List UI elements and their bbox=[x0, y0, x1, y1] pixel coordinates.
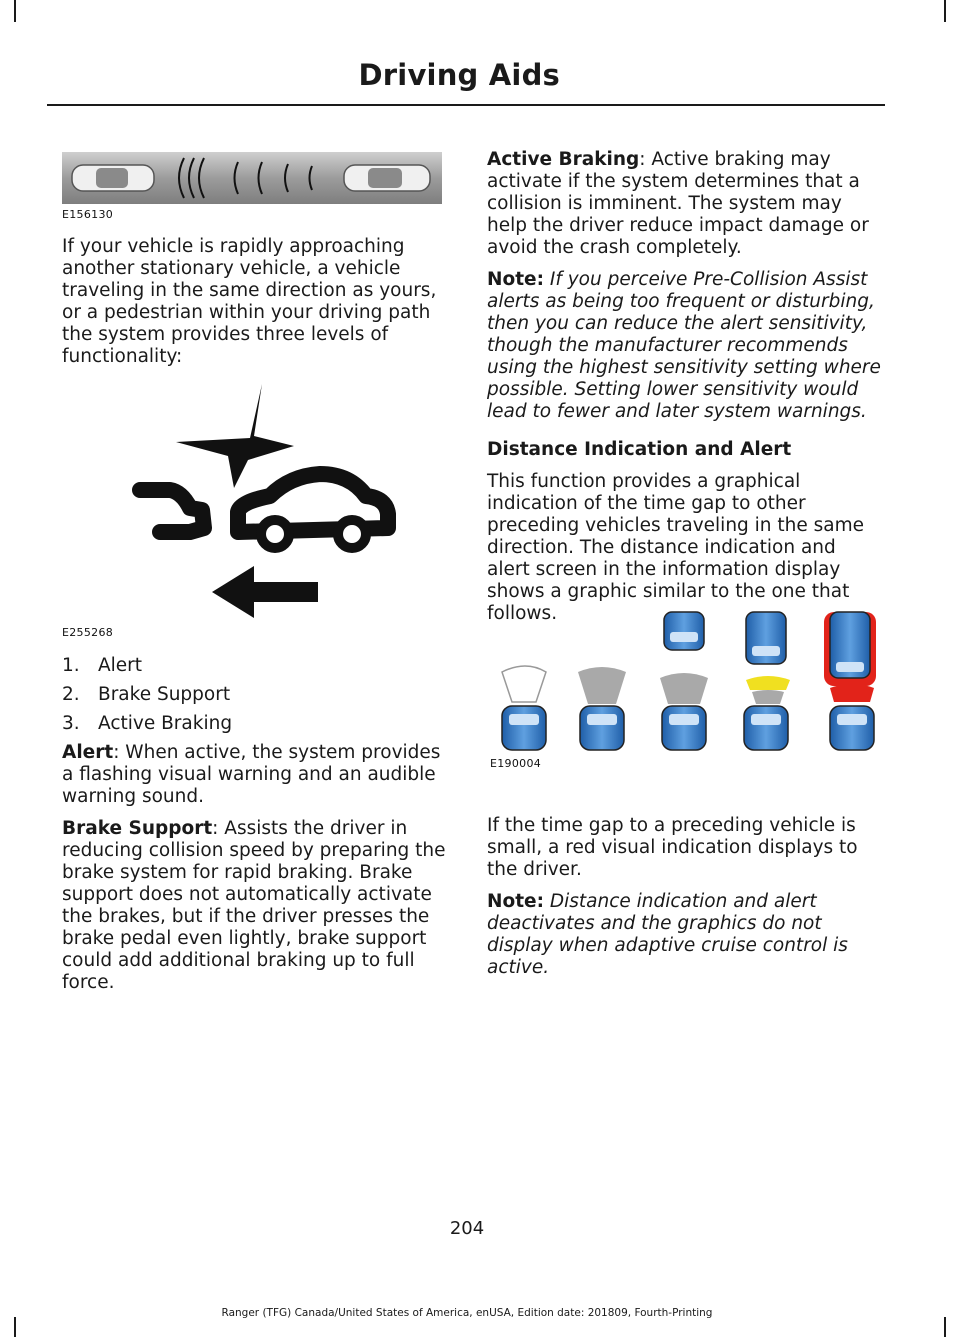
own-car-icon bbox=[744, 706, 788, 750]
right-body bbox=[487, 149, 882, 635]
preceding-car-icon bbox=[746, 612, 786, 664]
crop-mark bbox=[14, 1317, 16, 1337]
active-braking-paragraph: Active Braking: Active braking may activate if the system determines that a collision is imminent. The system may help the driver reduce impact damage or avoid the crash completely. bbox=[487, 149, 869, 258]
intro-paragraph: If your vehicle is rapidly approaching another stationary vehicle, a vehicle traveling in the same direction as yours, or a pedestrian within your driving path the system provides three levels of functionality: bbox=[62, 236, 437, 367]
distance-zone-grey bbox=[578, 667, 626, 704]
car-front-icon bbox=[140, 490, 204, 532]
distance-paragraph: This function provides a graphical indication of the time gap to other preceding vehicles traveling in the same direction. The distance indication and alert screen in the information display shows a graphic similar to the one that follows. bbox=[487, 471, 865, 624]
functionality-list bbox=[62, 655, 454, 735]
distance-indication-figure bbox=[490, 610, 880, 752]
own-car-icon bbox=[580, 706, 624, 750]
arrow-left-icon bbox=[212, 566, 318, 618]
distance-zone-red bbox=[830, 684, 874, 702]
left-intro bbox=[62, 236, 452, 378]
brake-support-paragraph: Brake Support: Assists the driver in reducing collision speed by preparing the brake system for rapid braking. Brake support does not automatically activate the brakes, but if the driver presses the brake pedal even lightly, brake support could add additional braking up to full force. bbox=[62, 818, 446, 993]
own-car-icon bbox=[502, 706, 546, 750]
crop-mark bbox=[944, 1317, 946, 1337]
crop-mark bbox=[14, 0, 16, 22]
time-gap-paragraph: If the time gap to a preceding vehicle is small, a red visual indication displays to the driver. bbox=[487, 815, 858, 880]
distance-zone-grey bbox=[752, 690, 784, 704]
left-body bbox=[62, 655, 454, 1004]
preceding-vehicle-icon bbox=[344, 165, 430, 191]
figure-id: E156130 bbox=[62, 208, 114, 221]
preceding-car-icon bbox=[664, 612, 704, 650]
collision-star-icon bbox=[176, 384, 294, 488]
pre-collision-assist-figure bbox=[130, 380, 400, 630]
footer-edition: Ranger (TFG) Canada/United States of America, enUSA, Edition date: 201809, Fourth-Printing bbox=[221, 1307, 713, 1319]
preceding-car-warning-icon bbox=[824, 612, 876, 686]
note-paragraph: Note: If you perceive Pre-Collision Assist alerts as being too frequent or disturbing, then you can reduce the alert sensitivity, though the manufacturer recommends using the highest sensitivity setting where possible. Setting lower sensitivity would lead to fewer and later system warnings. bbox=[487, 269, 881, 422]
list-item: 1. Alert bbox=[62, 655, 143, 676]
vehicle-approach-figure bbox=[62, 152, 442, 204]
distance-zone-empty bbox=[502, 666, 546, 702]
distance-zone-yellow bbox=[746, 676, 790, 690]
own-vehicle-icon bbox=[72, 165, 154, 191]
own-car-icon bbox=[830, 706, 874, 750]
crop-mark bbox=[944, 0, 946, 22]
alert-paragraph: Alert: When active, the system provides a flashing visual warning and an audible warning sound. bbox=[62, 742, 441, 807]
page-title: Driving Aids bbox=[358, 58, 560, 92]
header-divider bbox=[47, 104, 885, 106]
figure-id: E190004 bbox=[490, 757, 542, 770]
right-body-lower bbox=[487, 815, 882, 989]
list-item: 3. Active Braking bbox=[62, 713, 233, 734]
note-paragraph: Note: Distance indication and alert deactivates and the graphics do not display when adaptive cruise control is active. bbox=[487, 891, 848, 978]
figure-id: E255268 bbox=[62, 626, 114, 639]
own-car-icon bbox=[662, 706, 706, 750]
page-number: 204 bbox=[449, 1218, 485, 1239]
list-item: 2. Brake Support bbox=[62, 684, 231, 705]
section-heading: Distance Indication and Alert bbox=[487, 439, 792, 460]
distance-zone-grey bbox=[660, 673, 708, 704]
